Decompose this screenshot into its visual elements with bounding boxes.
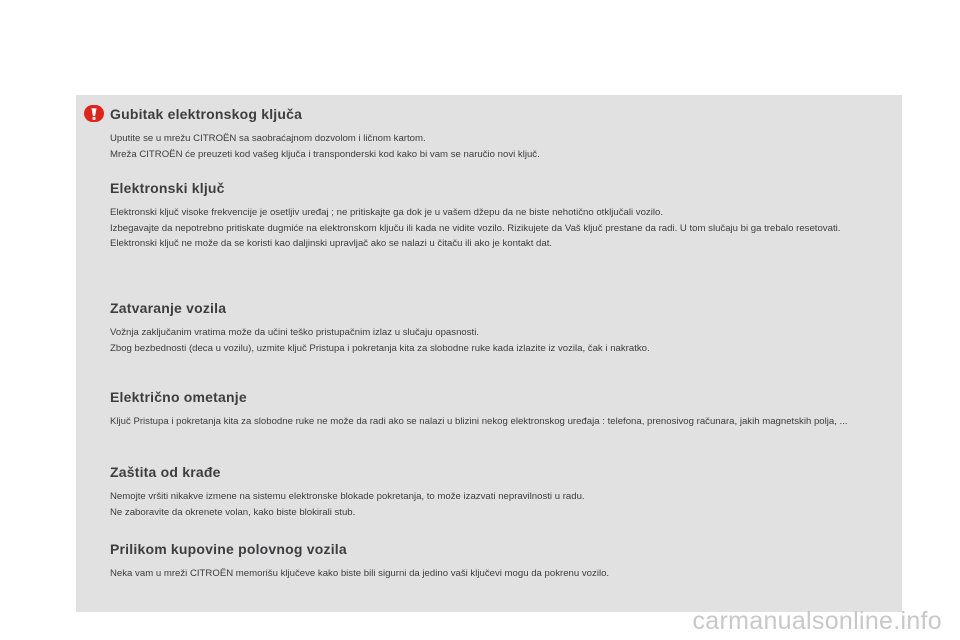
section-line: Zbog bezbednosti (deca u vozilu), uzmite ključ Pristupa i pokretanja kita za slobodne ruke kada izlazite iz vozila, čak i nakratko. xyxy=(110,342,650,354)
section-line: Elektronski ključ visoke frekvencije je osetljiv uređaj ; ne pritiskajte ga dok je u vašem džepu da ne biste nehotično otključali vozilo. xyxy=(110,207,663,218)
warning-exclamation-icon xyxy=(84,105,104,124)
section-anti-theft xyxy=(110,464,880,520)
section-line: Mreža CITROËN će preuzeti kod vašeg ključa i transponderski kod kako bi vam se naručio novi ključ. xyxy=(110,148,540,160)
section-title: Električno ometanje xyxy=(110,389,247,405)
section-locking xyxy=(110,300,880,356)
section-lost-key xyxy=(110,106,880,162)
section-title: Prilikom kupovine polovnog vozila xyxy=(110,541,347,557)
section-line: Vožnja zaključanim vratima može da učini teško pristupačnim izlaz u slučaju opasnosti. xyxy=(110,327,479,338)
section-line: Neka vam u mreži CITROËN memorišu ključeve kako biste bili sigurni da jedino vaši ključevi mogu da pokrenu vozilo. xyxy=(110,568,610,579)
section-line: Nemojte vršiti nikakve izmene na sistemu elektronske blokade pokretanja, to može izazvati nepravilnosti u radu. xyxy=(110,491,585,502)
section-title: Elektronski ključ xyxy=(110,180,225,196)
section-title: Gubitak elektronskog ključa xyxy=(110,106,303,122)
section-title: Zatvaranje vozila xyxy=(110,300,227,316)
section-line: Ne zaboravite da okrenete volan, kako biste blokirali stub. xyxy=(110,506,356,518)
section-title: Zaštita od krađe xyxy=(110,464,221,480)
section-line: Izbegavajte da nepotrebno pritiskate dugmiće na elektronskom ključu ili kada ne vidite vozilo. Rizikujete da Vaš ključ prestane da radi. U tom slučaju bi ga trebalo resetovati. xyxy=(110,222,841,234)
section-line: Ključ Pristupa i pokretanja kita za slobodne ruke ne može da radi ako se nalazi u blizini nekog elektronskog uređaja : telefona, prenosivog računara, jakih magnetskih polja, ... xyxy=(110,416,848,427)
section-electronic-key xyxy=(110,180,880,252)
section-used-vehicle xyxy=(110,541,880,582)
section-line: Elektronski ključ ne može da se koristi kao daljinski upravljač ako se nalazi u čitaču ili ako je kontakt dat. xyxy=(110,238,553,250)
section-electrical-interference xyxy=(110,389,880,430)
section-line: Uputite se u mrežu CITROËN sa saobraćajnom dozvolom i ličnom kartom. xyxy=(110,133,426,144)
watermark: carmanualsonline.info xyxy=(692,607,942,635)
